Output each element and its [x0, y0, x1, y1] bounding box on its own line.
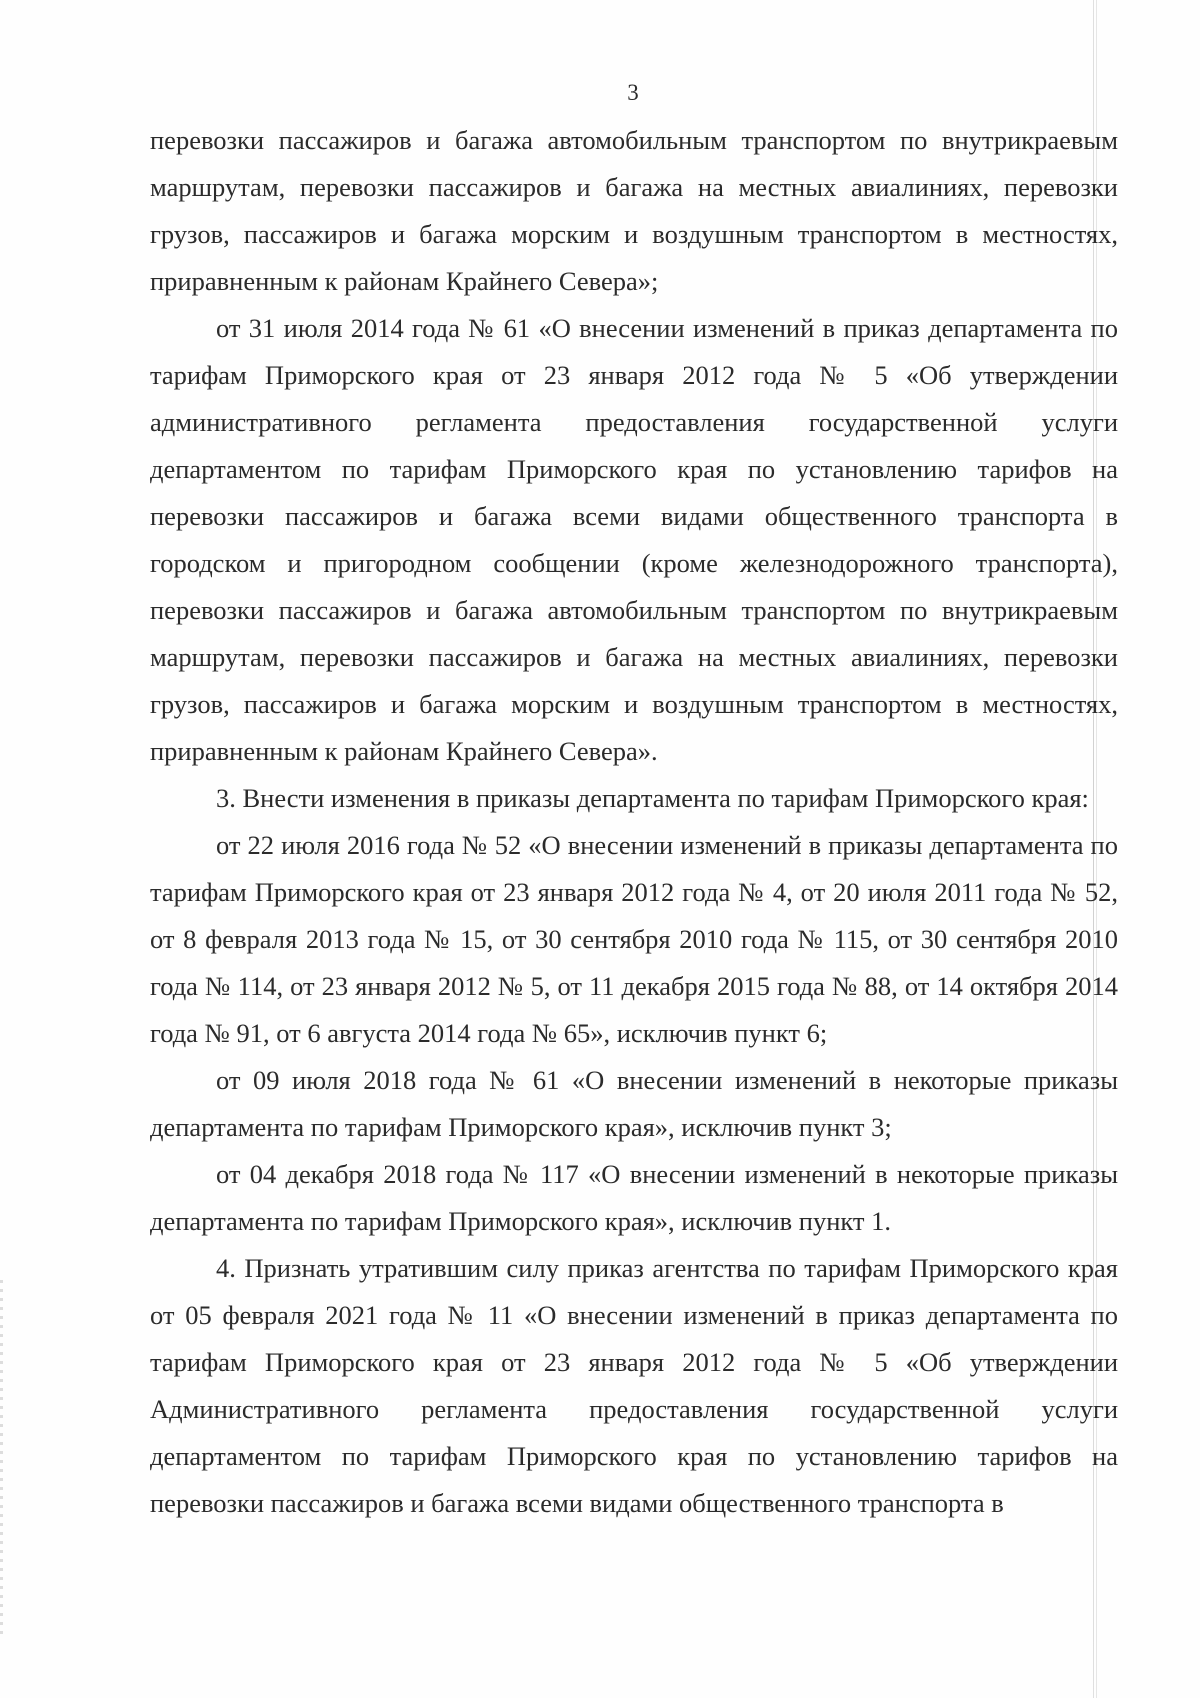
- document-body: [150, 117, 1118, 1527]
- paragraph: от 22 июля 2016 года № 52 «О внесении изменений в приказы департамента по тарифам Приморского края от 23 января 2012 года № 4, от 20 июля 2011 года № 52, от 8 февраля 2013 года № 15, от 30 сентября 2010 года № 115, от 30 сентября 2010 года № 114, от 23 января 2012 № 5, от 11 декабря 2015 года № 88, от 14 октября 2014 года № 91, от 6 августа 2014 года № 65», исключив пункт 6;: [150, 830, 1118, 1048]
- paragraph: 4. Признать утратившим силу приказ агентства по тарифам Приморского края от 05 февраля 2021 года № 11 «О внесении изменений в приказ департамента по тарифам Приморского края от 23 января 2012 года № 5 «Об утверждении Административного регламента предоставления государственной услуги департаментом по тарифам Приморского края по установлению тарифов на перевозки пассажиров и багажа всеми видами общественного транспорта в: [150, 1253, 1118, 1518]
- scan-artifact-edge: [0, 1280, 3, 1640]
- paragraph: от 04 декабря 2018 года № 117 «О внесении изменений в некоторые приказы департамента по тарифам Приморского края», исключив пункт 1.: [150, 1159, 1118, 1236]
- paragraph: 3. Внести изменения в приказы департамента по тарифам Приморского края:: [216, 783, 1089, 813]
- paragraph: от 31 июля 2014 года № 61 «О внесении изменений в приказ департамента по тарифам Приморского края от 23 января 2012 года № 5 «Об утверждении административного регламента предоставления государственной услуги департаментом по тарифам Приморского края по установлению тарифов на перевозки пассажиров и багажа всеми видами общественного транспорта в городском и пригородном сообщении (кроме железнодорожного транспорта), перевозки пассажиров и багажа автомобильным транспортом по внутрикраевым маршрутам, перевозки пассажиров и багажа на местных авиалиниях, перевозки грузов, пассажиров и багажа морским и воздушным транспортом в местностях, приравненным к районам Крайнего Севера».: [150, 313, 1118, 766]
- page-number: 3: [627, 80, 639, 105]
- paragraph: от 09 июля 2018 года № 61 «О внесении изменений в некоторые приказы департамента по тарифам Приморского края», исключив пункт 3;: [150, 1065, 1118, 1142]
- paragraph: перевозки пассажиров и багажа автомобильным транспортом по внутрикраевым маршрутам, перевозки пассажиров и багажа на местных авиалиниях, перевозки грузов, пассажиров и багажа морским и воздушным транспортом в местностях, приравненным к районам Крайнего Севера»;: [150, 125, 1118, 296]
